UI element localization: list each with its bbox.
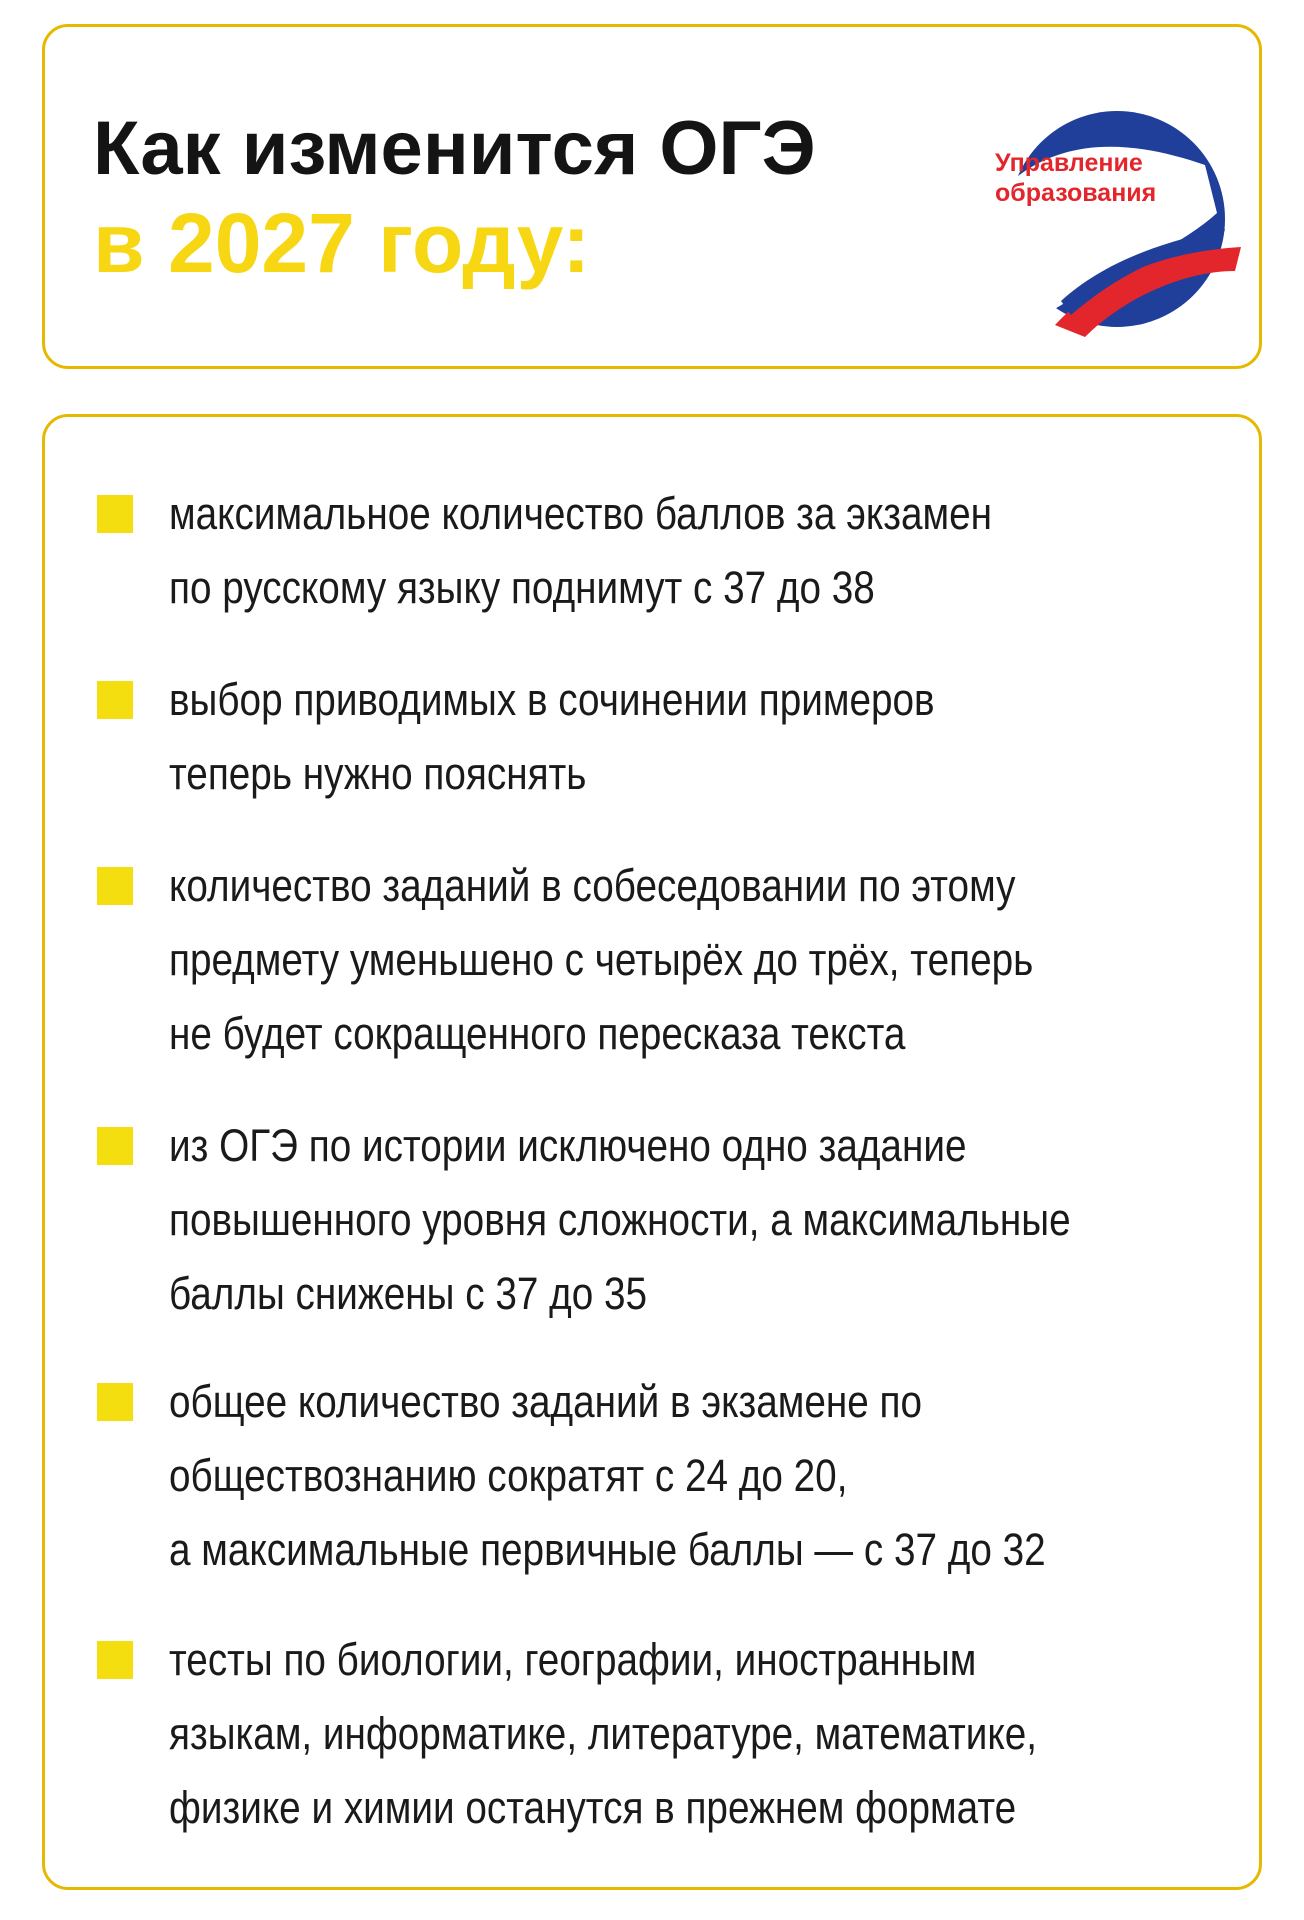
item-line: из ОГЭ по истории исключено одно задание (169, 1120, 967, 1171)
changes-list-card (42, 414, 1262, 1890)
item-line: предмету уменьшено с четырёх до трёх, теперь (169, 934, 1034, 985)
item-line: теперь нужно пояснять (169, 748, 587, 799)
item-line: выбор приводимых в сочинении примеров (169, 674, 935, 725)
bullet-square-icon (97, 495, 133, 533)
logo-text-line2: образования (995, 179, 1157, 207)
item-line: не будет сокращенного пересказа текста (169, 1008, 906, 1059)
item-line: максимальное количество баллов за экзамен (169, 488, 993, 539)
education-department-logo (985, 101, 1245, 341)
list-item-text (169, 477, 1229, 625)
list-item-text (169, 849, 1229, 1071)
item-line: баллы снижены с 37 до 35 (169, 1268, 648, 1319)
bullet-square-icon (97, 1127, 133, 1165)
item-line: языкам, информатике, литературе, математике, (169, 1708, 1038, 1759)
item-line: обществознанию сократят с 24 до 20, (169, 1450, 848, 1501)
bullet-square-icon (97, 1383, 133, 1421)
header-card (42, 24, 1262, 369)
logo-text-line1: Управление (995, 149, 1143, 177)
item-line: общее количество заданий в экзамене по (169, 1376, 922, 1427)
bullet-square-icon (97, 867, 133, 905)
item-line: физике и химии останутся в прежнем формате (169, 1782, 1017, 1833)
item-line: по русскому языку поднимут с 37 до 38 (169, 562, 875, 613)
page-title: Как изменится ОГЭ (93, 106, 816, 191)
list-item-text (169, 663, 1229, 811)
item-line: количество заданий в собеседовании по этому (169, 860, 1016, 911)
page-subtitle-year: в 2027 году: (93, 196, 591, 290)
list-item-text (169, 1365, 1229, 1587)
bullet-square-icon (97, 681, 133, 719)
list-item-text (169, 1109, 1229, 1331)
list-item-text (169, 1623, 1229, 1845)
item-line: повышенного уровня сложности, а максимальные (169, 1194, 1071, 1245)
logo-emblem (985, 101, 1245, 341)
item-line: тесты по биологии, географии, иностранным (169, 1634, 977, 1685)
bullet-square-icon (97, 1641, 133, 1679)
item-line: а максимальные первичные баллы — с 37 до 32 (169, 1524, 1046, 1575)
